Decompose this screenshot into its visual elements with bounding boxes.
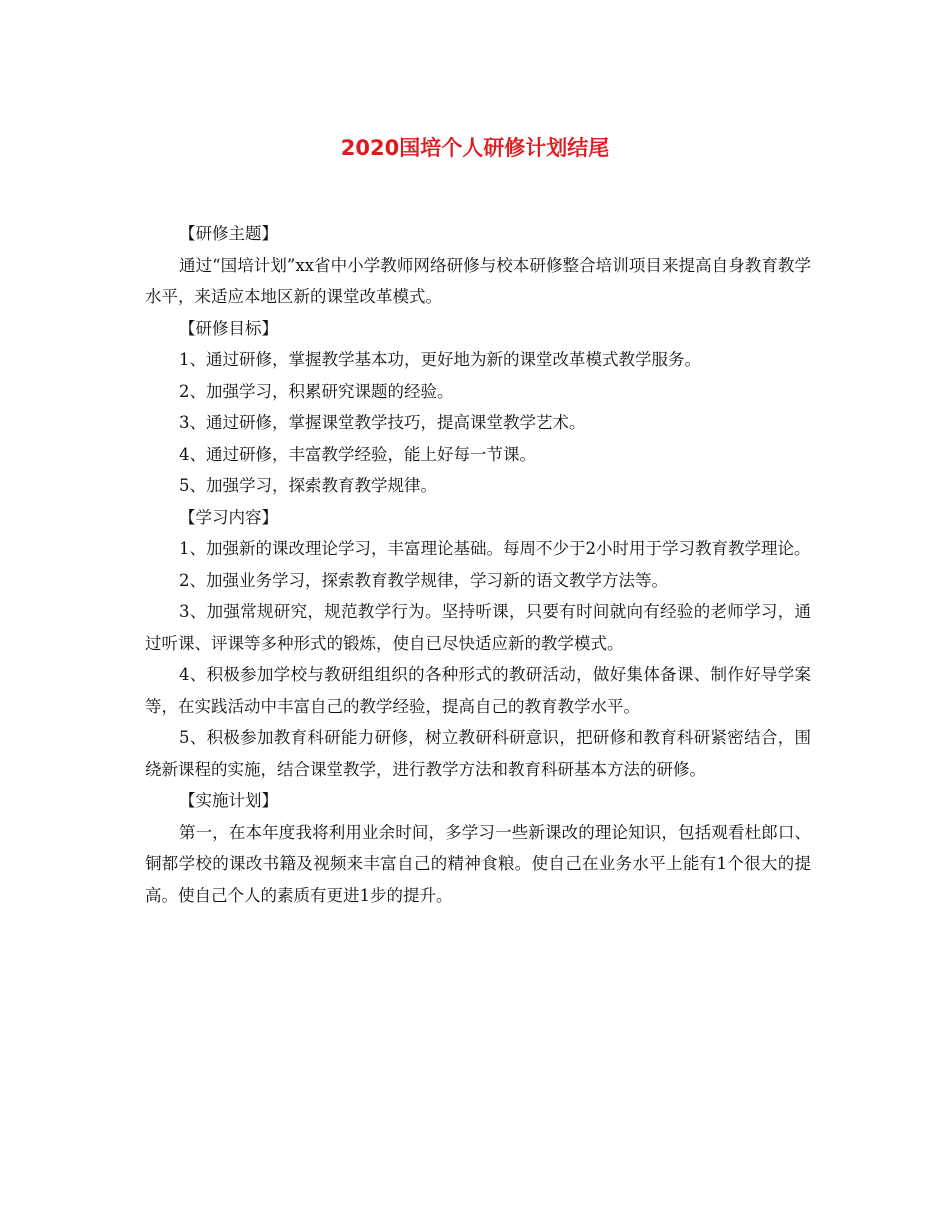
goal-item: 2、加强学习，积累研究课题的经验。 [179, 381, 454, 401]
paragraph: 通过“国培计划”xx省中小学教师网络研修与校本研修整合培训项目来提高自身教育教学水平，来适应本地区新的课堂改革模式。 [145, 255, 811, 306]
goal-item: 5、加强学习，探索教育教学规律。 [179, 476, 437, 495]
content-item: 3、加强常规研究，规范教学行为。坚持听课，只要有时间就向有经验的老师学习，通过听课、评课等多种形式的锻炼，使自已尽快适应新的教学模式。 [145, 602, 811, 653]
goal-item: 3、通过研修，掌握课堂教学技巧，提高课堂教学艺术。 [179, 413, 586, 432]
plan-item: 第一，在本年度我将利用业余时间，多学习一些新课改的理论知识，包括观看杜郎口、铜都学校的课改书籍及视频来丰富自己的精神食粮。使自己在业务水平上能有1个很大的提高。使自己个人的素质有更进1步的提升。 [145, 822, 811, 905]
content-item: 4、积极参加学校与教研组组织的各种形式的教研活动，做好集体备课、制作好导学案等，在实践活动中丰富自己的教学经验，提高自己的教育教学水平。 [145, 665, 811, 716]
goal-item: 4、通过研修，丰富教学经验，能上好每一节课。 [179, 444, 536, 464]
content-item: 1、加强新的课改理论学习，丰富理论基础。每周不少于2小时用于学习教育教学理论。 [179, 539, 811, 558]
section-heading-plan: 【实施计划】 [179, 791, 278, 810]
section-heading-topic: 【研修主题】 [179, 224, 278, 243]
section-heading-goals: 【研修目标】 [179, 318, 278, 338]
content-item: 5、积极参加教育科研能力研修，树立教研科研意识，把研修和教育科研紧密结合，围绕新课程的实施，结合课堂教学，进行教学方法和教育科研基本方法的研修。 [145, 728, 811, 779]
document-title: 2020国培个人研修计划结尾 [340, 136, 610, 160]
goal-item: 1、通过研修，掌握教学基本功，更好地为新的课堂改革模式教学服务。 [179, 350, 701, 369]
section-heading-content: 【学习内容】 [179, 507, 278, 527]
document-body [145, 218, 811, 911]
content-item: 2、加强业务学习，探索教育教学规律，学习新的语文教学方法等。 [179, 570, 668, 590]
